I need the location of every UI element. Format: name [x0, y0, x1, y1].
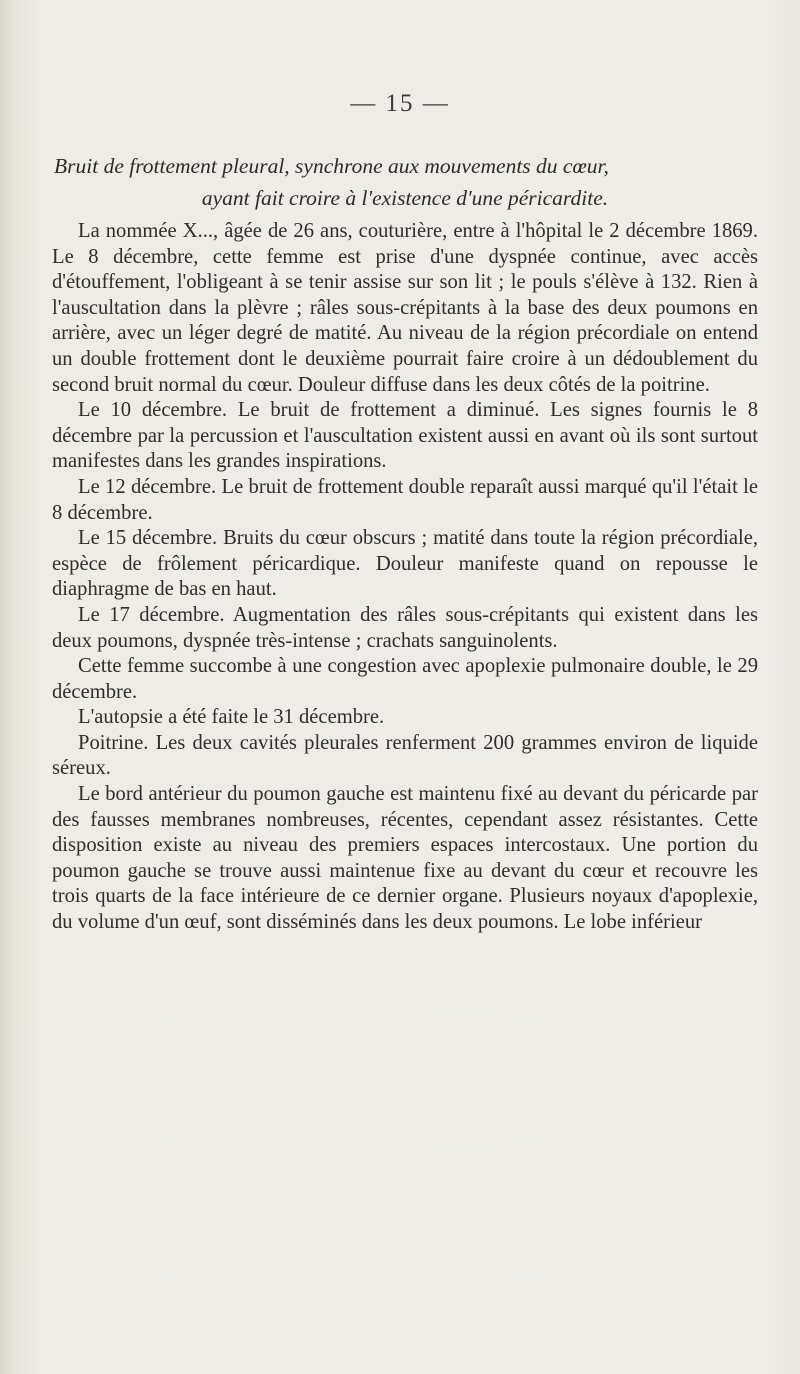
paragraph-death: Cette femme succombe à une congestion avec apoplexie pulmonaire double, le 29 décembre.	[52, 655, 758, 703]
paragraph-admission: La nommée X..., âgée de 26 ans, couturière, entre à l'hôpital le 2 décembre 1869. Le 8 décembre, cette femme est prise d'une dyspnée continue, avec accès d'étouffement, l'obligeant à se tenir assise sur son lit ; le pouls s'élève à 132. Rien à l'auscultation dans la plèvre ; râles sous-crépitants à la base des deux poumons en arrière, avec un léger degré de matité. Au niveau de la région précordiale on entend un double frottement dont le deuxième pourrait faire croire à un dédoublement du second bruit normal du cœur. Douleur diffuse dans les deux côtés de la poitrine.	[52, 220, 758, 396]
paragraph-thorax: Poitrine. Les deux cavités pleurales renferment 200 grammes environ de liquide séreux.	[52, 731, 758, 780]
section-title-line-2: ayant fait croire à l'existence d'une péricardite.	[201, 186, 609, 210]
page-number: — 15 —	[350, 90, 450, 117]
paragraph-dec-17: Le 17 décembre. Augmentation des râles sous-crépitants qui existent dans les deux poumons, dyspnée très-intense ; crachats sanguinolents.	[52, 603, 758, 652]
section-title-line-1: Bruit de frottement pleural, synchrone aux mouvements du cœur,	[54, 154, 609, 178]
paragraph-dec-15: Le 15 décembre. Bruits du cœur obscurs ; matité dans toute la région précordiale, espèce de frôlement péricardique. Douleur manifeste quand on repousse le diaphragme de bas en haut.	[52, 527, 758, 601]
paragraph-dec-10: Le 10 décembre. Le bruit de frottement a diminué. Les signes fournis le 8 décembre par la percussion et l'auscultation existent aussi en avant où ils sont surtout manifestes dans les grandes inspirations.	[52, 399, 758, 473]
section-title	[52, 150, 758, 214]
paragraph-left-lung: Le bord antérieur du poumon gauche est maintenu fixé au devant du péricarde par des fausses membranes nombreuses, récentes, cependant assez résistantes. Cette disposition existe au niveau des premiers espaces intercostaux. Une portion du poumon gauche se trouve aussi maintenue fixe au devant du cœur et recouvre les trois quarts de la face intérieure de ce dernier organe. Plusieurs noyaux d'apoplexie, du volume d'un œuf, sont disséminés dans les deux poumons. Le lobe inférieur	[52, 783, 758, 934]
paragraph-dec-12: Le 12 décembre. Le bruit de frottement double reparaît aussi marqué qu'il l'était le 8 décembre.	[52, 475, 758, 524]
paragraph-autopsy: L'autopsie a été faite le 31 décembre.	[78, 706, 385, 729]
body-text	[52, 219, 758, 936]
